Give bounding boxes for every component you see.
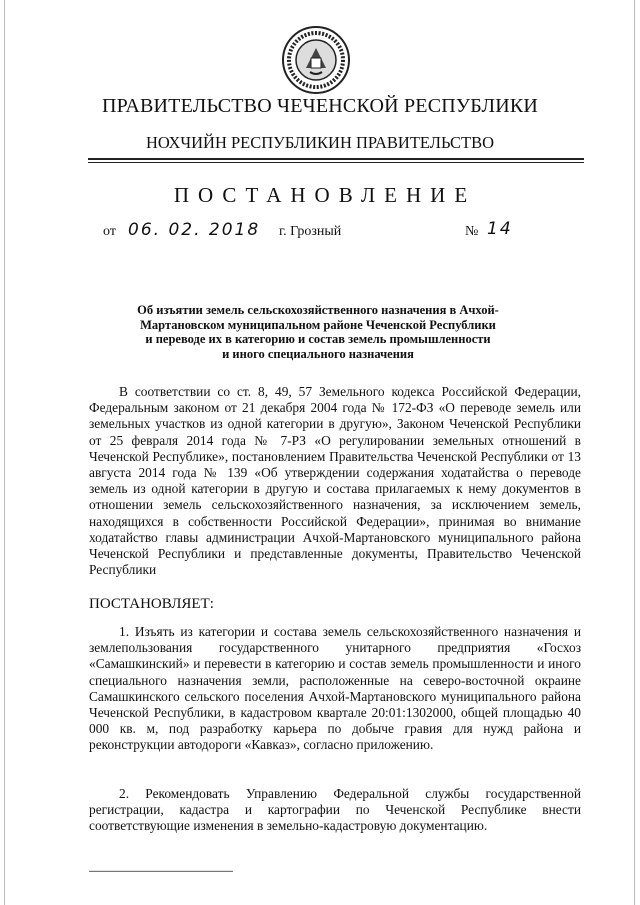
preamble-paragraph: В соответствии со ст. 8, 49, 57 Земельного кодекса Российской Федерации, Федеральным законом от 21 декабря 2004 года № 172-ФЗ «О переводе земель или земельных участков из одной категории в другую», Законом Чеченской Республики от 25 февраля 2014 года № 7-РЗ «О регулировании земельных отношений в Чеченской Республике», постановлением Правительства Чеченской Республики от 13 августа 2014 года № 139 «Об утверждении содержания ходатайства о переводе земель из одной категории в другую и состава прилагаемых к нему документов в отношении земель сельскохозяйственного назначения, за исключением земель, находящихся в собственности Российской Федерации», принимая во внимание ходатайство главы администрации Ачхой-Мартановского муниципального района Чеченской Республики и представленные документы, Правительство Чеченской Республики xyxy=(89,384,581,578)
header-rule-thick xyxy=(88,158,584,160)
government-title-chechen: НОХЧИЙН РЕСПУБЛИКИН ПРАВИТЕЛЬСТВО xyxy=(145,133,495,152)
date-prefix: от xyxy=(103,224,116,239)
subject-line: и иного специального назначения xyxy=(222,346,414,361)
subject-line: и переводе их в категорию и состав земель промышленности xyxy=(145,332,491,346)
coat-of-arms-icon xyxy=(280,24,352,96)
subject-line: Мартановском муниципальном районе Чеченской Республики xyxy=(140,317,496,332)
decree-date: 06. 02. 2018 xyxy=(128,220,261,240)
number-label: № xyxy=(465,224,479,239)
decree-city: г. Грозный xyxy=(279,224,342,239)
decree-subject xyxy=(108,303,528,361)
header-rule-thin xyxy=(88,162,584,163)
scan-footer-mark: ▬▬▬▬▬▬▬▬▬▬▬▬▬▬▬▬▬▬▬▬▬▬▬▬▬▬▬▬▬▬▬▬▬▬▬▬ xyxy=(89,868,233,873)
decides-heading: ПОСТАНОВЛЯЕТ: xyxy=(89,596,214,612)
decree-item-2: 2. Рекомендовать Управлению Федеральной службы государственной регистрации, кадастра и картографии по Чеченской Республике внести соответствующие изменения в земельно-кадастровую документацию. xyxy=(89,786,581,834)
decree-item-1: 1. Изъять из категории и состава земель сельскохозяйственного назначения и землепользования государственного унитарного предприятия «Госхоз «Самашкинский» и перевести в категорию и состав земель промышленности и иного специального назначения земли, расположенные на северо-восточной окраине Самашкинского сельского поселения Ачхой-Мартановского муниципального района Чеченской Республики, в кадастровом квартале 20:01:1302000, общей площадью 40 000 кв. м, под разработку карьера по добыче гравия для нужд района и реконструкции автодороги «Кавказ», согласно приложению. xyxy=(89,624,581,753)
government-title: ПРАВИТЕЛЬСТВО ЧЕЧЕНСКОЙ РЕСПУБЛИКИ xyxy=(101,95,539,117)
document-type: ПОСТАНОВЛЕНИЕ xyxy=(173,183,477,207)
decree-number: 14 xyxy=(487,219,513,239)
subject-line: Об изъятии земель сельскохозяйственного назначения в Ачхой- xyxy=(137,303,499,317)
